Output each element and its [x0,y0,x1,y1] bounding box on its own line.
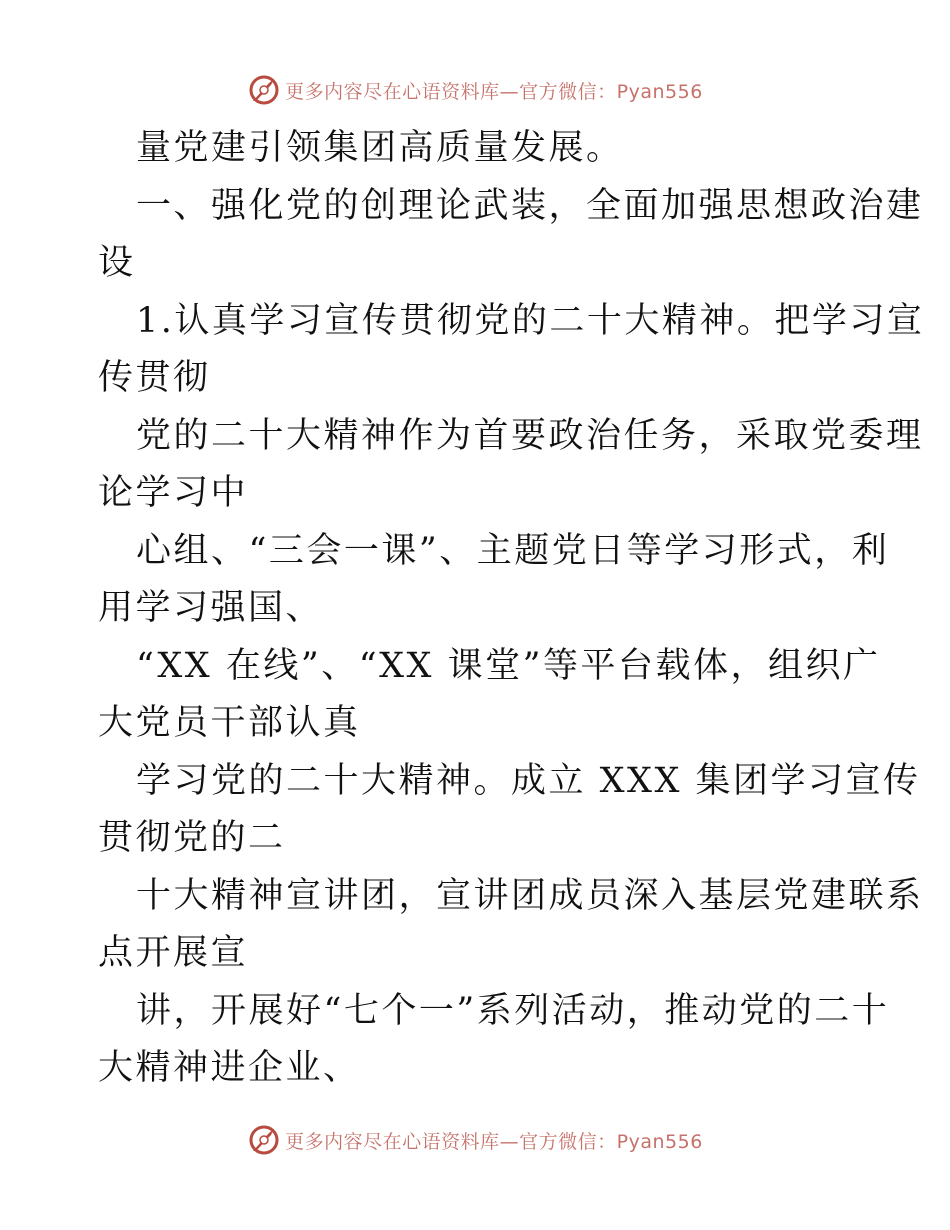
text-line: 论学习中 [98,473,249,513]
text-line: 点开展宣 [98,933,249,973]
text-line: 传贯彻 [98,358,211,398]
section-heading-line: 设 [98,243,136,283]
text-line: 十大精神宣讲团，宣讲团成员深入基层党建联系 [136,875,924,916]
text-line: 用学习强国、 [98,588,324,628]
header-watermark [0,70,950,110]
text-line: 心组、“三会一课”、主题党日等学习形式，利 [136,530,890,571]
text-line: 大党员干部认真 [98,703,361,743]
text-line: “XX 在线”、“XX 课堂”等平台载体，组织广 [136,645,881,686]
text-line: 党的二十大精神作为首要政治任务，采取党委理 [136,415,924,456]
text-line: 讲，开展好“七个一”系列活动，推动党的二十 [136,990,890,1031]
text-line: 1.认真学习宣传贯彻党的二十大精神。把学习宣 [136,300,925,341]
text-line: 学习党的二十大精神。成立 XXX 集团学习宣传 [136,760,921,801]
section-heading-line: 一、强化党的创理论武装，全面加强思想政治建 [136,185,924,226]
text-line: 贯彻党的二 [98,818,286,858]
quill-seal-logo-icon [247,73,281,107]
quill-seal-logo-icon [247,1123,281,1157]
text-line: 量党建引领集团高质量发展。 [136,128,624,168]
watermark-text: 更多内容尽在心语资料库—官方微信：Pyan556 [285,1130,703,1153]
document-body [98,120,925,1098]
text-line: 大精神进企业、 [98,1048,361,1088]
footer-watermark [0,1120,950,1160]
watermark-text: 更多内容尽在心语资料库—官方微信：Pyan556 [285,80,703,103]
